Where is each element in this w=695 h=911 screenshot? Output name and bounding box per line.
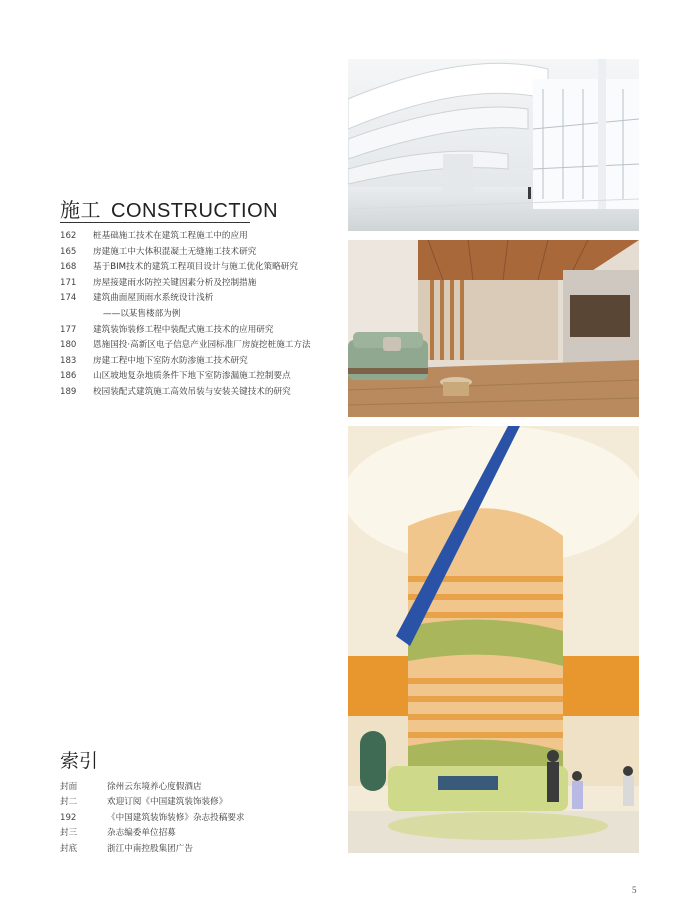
toc-page: 183 — [60, 355, 77, 366]
toc-page: 165 — [60, 246, 77, 257]
toc-item[interactable] — [60, 323, 345, 339]
toc-title: 房建工程中地下室防水防渗施工技术研究 — [93, 355, 248, 366]
toc-page: 162 — [60, 231, 77, 241]
index-entry: 徐州云东境养心度假酒店 — [107, 782, 202, 792]
index-entry: 《中国建筑装饰装修》杂志投稿要求 — [107, 812, 245, 823]
index-title: 索引 — [60, 750, 99, 772]
index-page: 192 — [60, 812, 77, 823]
toc-item-subtitle — [60, 307, 345, 323]
toc-item[interactable] — [60, 338, 345, 354]
toc-title: 房屋接建雨水防控关键因素分析及控制措施 — [93, 277, 257, 288]
toc-page: 168 — [60, 262, 77, 273]
toc-page: 174 — [60, 293, 77, 304]
index-entry: 浙江中南控股集团广告 — [107, 843, 193, 854]
toc-page: 171 — [60, 277, 77, 288]
index-item[interactable] — [60, 795, 320, 810]
index-item[interactable] — [60, 811, 320, 826]
index-page: 封二 — [60, 797, 78, 808]
section-title — [60, 194, 278, 223]
index-entry: 杂志编委单位招募 — [107, 828, 176, 839]
toc-title: 建筑曲面屋顶雨水系统设计浅析 — [93, 293, 214, 304]
index-item[interactable] — [60, 842, 320, 857]
toc-title: 房建施工中大体积混凝土无缝施工技术研究 — [93, 246, 257, 257]
title-underline — [60, 222, 250, 223]
table-of-contents — [60, 229, 345, 401]
index-entry: 欢迎订阅《中国建筑装饰装修》 — [107, 797, 228, 808]
section-title-en: CONSTRUCTION — [111, 200, 279, 222]
toc-title: ——以某售楼部为例 — [103, 308, 181, 319]
toc-page: 189 — [60, 386, 77, 397]
index-item[interactable] — [60, 780, 320, 795]
toc-item[interactable] — [60, 276, 345, 292]
index-page: 封面 — [60, 782, 78, 792]
toc-title: 校园装配式建筑施工高效吊装与安装关键技术的研究 — [93, 386, 291, 397]
toc-item[interactable] — [60, 291, 345, 307]
toc-title: 基于BIM技术的建筑工程项目设计与施工优化策略研究 — [93, 262, 298, 273]
toc-page — [60, 307, 93, 323]
toc-title: 恩施国投·高新区电子信息产业园标准厂房旋挖桩施工方法 — [93, 340, 311, 351]
toc-title: 桩基础施工技术在建筑工程施工中的应用 — [93, 231, 248, 241]
toc-page: 186 — [60, 371, 77, 382]
toc-title: 建筑装饰装修工程中装配式施工技术的应用研究 — [93, 324, 274, 335]
toc-item[interactable] — [60, 245, 345, 261]
index-page: 封三 — [60, 828, 78, 839]
index-item[interactable] — [60, 826, 320, 841]
toc-page: 177 — [60, 324, 77, 335]
toc-item[interactable] — [60, 260, 345, 276]
toc-page: 180 — [60, 340, 77, 351]
toc-title: 山区坡地复杂地质条件下地下室防渗漏施工控制要点 — [93, 371, 291, 382]
index-list — [60, 780, 320, 857]
atrium-photo — [348, 59, 639, 231]
toc-item[interactable] — [60, 354, 345, 370]
page-number: 5 — [632, 885, 637, 895]
atrium-color-photo — [348, 426, 639, 853]
section-title-cn: 施工 — [60, 198, 101, 222]
toc-item[interactable] — [60, 385, 345, 401]
living-room-photo — [348, 240, 639, 417]
index-page: 封底 — [60, 843, 78, 854]
toc-item[interactable] — [60, 229, 345, 245]
toc-item[interactable] — [60, 369, 345, 385]
